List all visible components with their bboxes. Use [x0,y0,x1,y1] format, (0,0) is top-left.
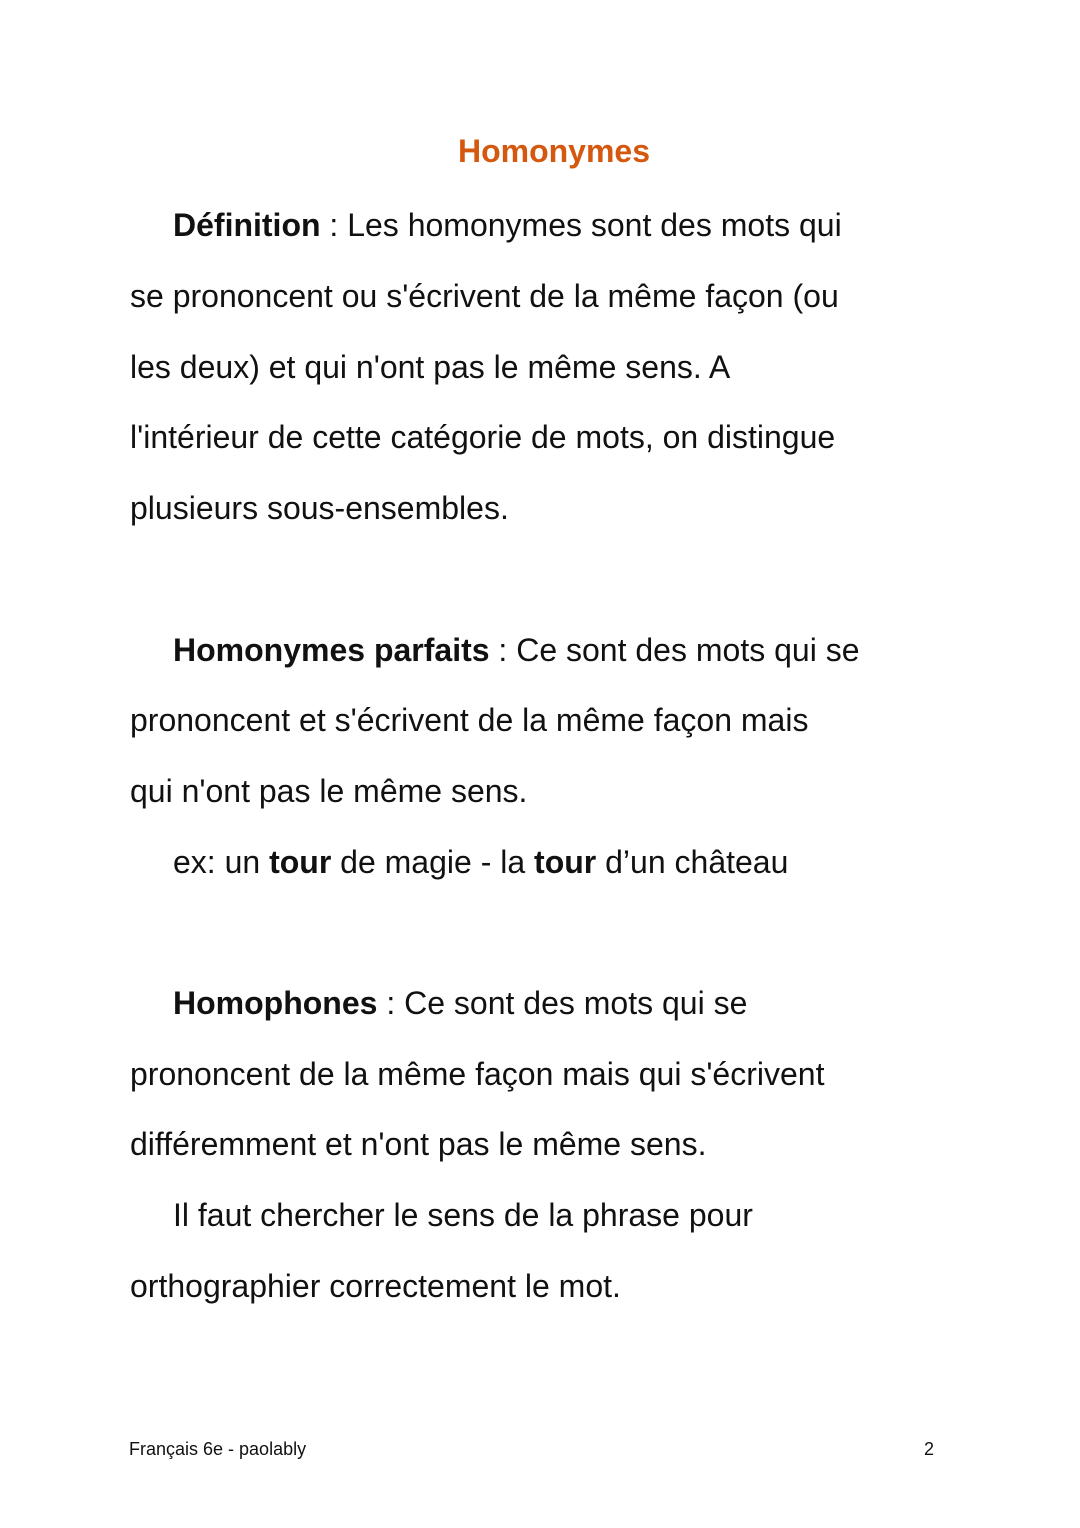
text: ex: un [173,844,270,880]
homophones-term: Homophones [173,985,378,1021]
text: : Ce sont des mots qui se [377,985,748,1021]
text: : Ce sont des mots qui se [489,632,860,668]
definition-line: l'intérieur de cette catégorie de mots, on distingue [130,419,836,455]
definition-line: plusieurs sous-ensembles. [130,490,509,526]
example-word: tour [534,844,597,880]
parfaits-term: Homonymes parfaits [173,632,490,668]
homophones-line: prononcent de la même façon mais qui s'écrivent [130,1056,825,1092]
page-number: 2 [924,1439,935,1459]
definition-line: les deux) et qui n'ont pas le même sens. A [130,349,731,385]
page-title: Homonymes [457,133,651,169]
example-word: tour [269,844,332,880]
definition-line [173,205,842,245]
text: de magie - la [331,844,535,880]
text: d’un château [596,844,789,880]
definition-line: se prononcent ou s'écrivent de la même façon (ou [130,278,839,314]
parfaits-line [173,630,859,670]
example-line [173,842,788,882]
parfaits-line: qui n'ont pas le même sens. [130,773,528,809]
footer-label: Français 6e - paolably [129,1439,307,1459]
definition-term: Définition [173,207,321,243]
parfaits-line: prononcent et s'écrivent de la même façon mais [130,702,809,738]
homophones-line: orthographier correctement le mot. [130,1268,621,1304]
homophones-line [173,983,747,1023]
homophones-line: Il faut chercher le sens de la phrase pour [173,1197,753,1233]
homophones-line: différemment et n'ont pas le même sens. [130,1126,707,1162]
text: : Les homonymes sont des mots qui [320,207,842,243]
